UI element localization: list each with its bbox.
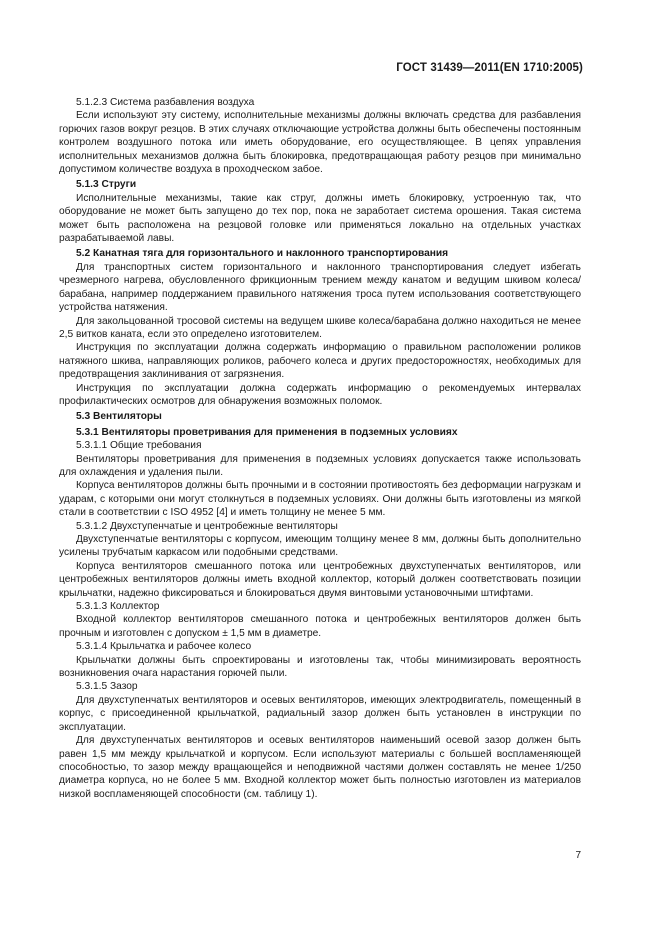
paragraph: Вентиляторы проветривания для применения в подземных условиях допускается также использовать для охлаждения и удаления пыли.: [59, 453, 581, 478]
paragraph: Корпуса вентиляторов должны быть прочными и в состоянии противостоять без деформации нагрузкам и ударам, с которыми они могут столкнуться в подземных условиях. Они должны быть изготовлены из мягкой стали в соответствии с ISO 4952 [4] и иметь толщину не менее 5 мм.: [59, 480, 581, 519]
paragraph: Входной коллектор вентиляторов смешанного потока и центробежных вентиляторов должен быть прочным и изготовлен с допуском ± 1,5 мм в диаметре.: [59, 614, 581, 639]
clause-5-3-heading: 5.3 Вентиляторы: [76, 411, 162, 423]
clause-5-1-2-3-heading: 5.1.2.3 Система разбавления воздуха: [76, 97, 255, 108]
paragraph: Для двухступенчатых вентиляторов и осевых вентиляторов, имеющих электродвигатель, помещенный в корпус, с присоединенной крыльчаткой, радиальный зазор должен быть установлен в инструкции по эксплуатации.: [59, 694, 581, 733]
clause-5-3-1-3-heading: 5.3.1.3 Коллектор: [76, 601, 160, 613]
body-text: [59, 96, 581, 801]
clause-5-3-1-4-heading: 5.3.1.4 Крыльчатка и рабочее колесо: [76, 641, 252, 653]
paragraph: Для транспортных систем горизонтального и наклонного транспортирования следует избегать чрезмерного нагрева, обусловленного фрикционным трением между канатом и ведущим шкивом колеса/барабана, например поддержанием правильного натяжения троса путем использования соответствующего устройства натяжения.: [59, 261, 581, 314]
clause-5-3-1-2-heading: 5.3.1.2 Двухступенчатые и центробежные вентиляторы: [76, 520, 338, 532]
paragraph: Инструкция по эксплуатации должна содержать информацию о правильном расположении роликов натяжного шкива, направляющих роликов, рабочего колеса и других предосторожностях, необходимых для предотвращения заклинивания от загрязнения.: [59, 342, 581, 381]
clause-5-1-3-heading: 5.1.3 Струги: [76, 179, 137, 191]
paragraph: Инструкция по эксплуатации должна содержать информацию о рекомендуемых интервалах профилактических осмотров для обнаружения возможных поломок.: [59, 382, 581, 407]
paragraph: Если используют эту систему, исполнительные механизмы должны включать средства для разбавления горючих газов вокруг резцов. В этих случаях отключающие устройства должны быть обеспечены постоянным контролем воздушного потока или иметь оборудование, его осуществляющее. В цепях управления исполнительных механизмов должна быть блокировка, предотвращающая работу резцов при минимально допустимом количестве воздуха в проходческом забое.: [59, 110, 581, 176]
page-number: 7: [575, 850, 581, 861]
clause-5-2-heading: 5.2 Канатная тяга для горизонтального и наклонного транспортирования: [76, 248, 449, 260]
paragraph: Исполнительные механизмы, такие как струг, должны иметь блокировку, устроенную так, что оборудование не может быть запущено до тех пор, пока не заработает система орошения. Такая система может быть расположена на резцовой головке или применяться локально на отдельных участках разрабатываемой лавы.: [59, 192, 581, 245]
clause-5-3-1-1-heading: 5.3.1.1 Общие требования: [76, 440, 202, 452]
clause-5-3-1-5-heading: 5.3.1.5 Зазор: [76, 681, 138, 693]
paragraph: Крыльчатки должны быть спроектированы и изготовлены так, чтобы минимизировать вероятность возникновения очага нарастания горючей пыли.: [59, 654, 581, 680]
paragraph: Корпуса вентиляторов смешанного потока или центробежных двухступенчатых вентиляторов, или центробежных вентиляторов должны иметь входной коллектор, который должен соответствовать позиции крыльчатки, надежно фиксироваться и блокироваться двумя винтовыми установочными штифтами.: [59, 560, 581, 599]
paragraph: Для двухступенчатых вентиляторов и осевых вентиляторов наименьший осевой зазор должен быть равен 1,5 мм между крыльчаткой и корпусом. Если используют материалы с большей воспламеняющей способностью, то зазор между вращающейся и неподвижной частями должен составлять не менее 1/250 диаметра корпуса, но не более 5 мм. Входной коллектор может быть полностью изготовлен из материалов низкой воспламеняющей способности (см. таблицу 1).: [59, 735, 581, 800]
document-code: ГОСТ 31439—2011(EN 1710:2005): [396, 62, 583, 74]
clause-5-3-1-heading: 5.3.1 Вентиляторы проветривания для применения в подземных условиях: [76, 426, 458, 438]
paragraph: Для закольцованной тросовой системы на ведущем шкиве колеса/барабана должно находиться не менее 2,5 витков каната, если это определено изготовителем.: [59, 315, 581, 340]
paragraph: Двухступенчатые вентиляторы с корпусом, имеющим толщину менее 8 мм, должны быть дополнительно усилены трубчатым каркасом или подобными средствами.: [59, 534, 581, 559]
